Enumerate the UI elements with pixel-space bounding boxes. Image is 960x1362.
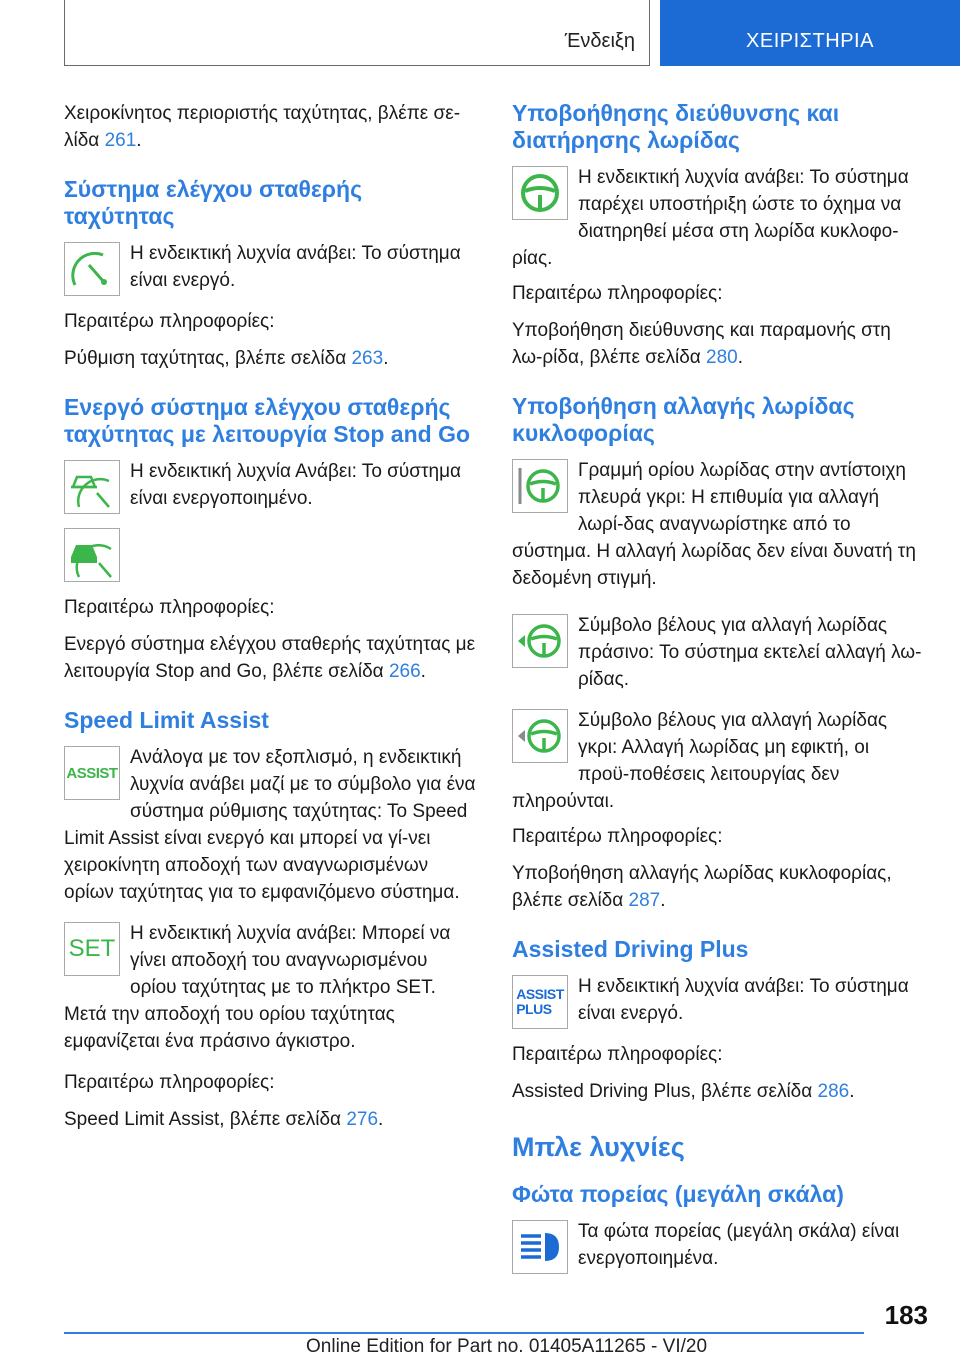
set-row — [64, 920, 476, 1055]
heading-cruise-control: Σύστημα ελέγχου σταθερής ταχύτητας — [64, 176, 363, 229]
more-info-label: Περαιτέρω πληροφορίες: — [512, 283, 723, 304]
stop-and-go-text: Η ενδεικτική λυχνία Ανάβει: Το σύστημα είναι ενεργοποιημένο. — [130, 461, 462, 509]
speed-limit-assist-row — [64, 744, 476, 906]
more-info-label: Περαιτέρω πληροφορίες: — [512, 1044, 723, 1065]
page-link-261[interactable]: 261 — [104, 130, 137, 151]
assisted-driving-plus-row — [512, 973, 924, 1033]
lane-change-text-3: Σύμβολο βέλους για αλλαγή λωρίδας γκρι: Αλλαγή λωρίδας μη εφικτή, οι προϋ-ποθέσεις λειτουργίας δεν πληρούνται. — [512, 710, 888, 812]
lane-change-row-3 — [512, 707, 924, 815]
more-info-label: Περαιτέρω πληροφορίες: — [64, 1072, 275, 1093]
cruise-control-row — [64, 240, 476, 300]
lane-keeping-row — [512, 164, 924, 272]
more-info-label: Περαιτέρω πληροφορίες: — [512, 826, 723, 847]
heading-blue-lamps: Μπλε λυχνίες — [512, 1132, 685, 1162]
page-link-286[interactable]: 286 — [817, 1081, 850, 1102]
section-tab-indicator[interactable] — [64, 0, 650, 66]
stop-and-go-ref: Ενεργό σύστημα ελέγχου σταθερής ταχύτητας με λειτουργία Stop and Go, βλέπε σελίδα 266. — [64, 634, 476, 682]
heading-stop-and-go: Ενεργό σύστημα ελέγχου σταθερής ταχύτητας με λειτουργία Stop and Go — [64, 394, 471, 447]
set-text: Η ενδεικτική λυχνία ανάβει: Μπορεί να γίνει αποδοχή του αναγνωρισμένου ορίου ταχύτητας με το πλήκτρο SET. Μετά την αποδοχή του ορίου ταχύτητας εμφανίζεται ένα πράσινο άγκιστρο. — [64, 923, 451, 1052]
high-beam-text: Τα φώτα πορείας (μεγάλη σκάλα) είναι ενεργοποιημένα. — [578, 1221, 900, 1269]
page-link-280[interactable]: 280 — [706, 347, 738, 368]
heading-speed-limit-assist: Speed Limit Assist — [64, 707, 269, 733]
heading-lane-change: Υποβοήθηση αλλαγής λωρίδας κυκλοφορίας — [512, 393, 855, 446]
lane-change-row-2 — [512, 612, 924, 693]
steering-wheel-green-icon — [512, 166, 568, 220]
page-link-276[interactable]: 276 — [346, 1109, 379, 1130]
cruise-control-text: Η ενδεικτική λυχνία ανάβει: Το σύστημα είναι ενεργό. — [130, 243, 461, 291]
more-info-label: Περαιτέρω πληροφορίες: — [64, 597, 275, 618]
page-link-287[interactable]: 287 — [628, 890, 661, 911]
lane-change-text-2: Σύμβολο βέλους για αλλαγή λωρίδας πράσινο: Το σύστημα εκτελεί αλλαγή λω-ρίδας. — [578, 615, 922, 690]
speed-limit-assist-text: Ανάλογα με τον εξοπλισμό, η ενδεικτική λυχνία ανάβει μαζί με το σύμβολο για ένα σύστημα ρύθμισης ταχύτητας: Το Speed Limit Assist είναι ενεργό και μπορεί να γί-νει χειροκίνητη αποδοχή των αναγνωρισμένων ορίων ταχύτητας για το εμφανιζόμενο σύστημα. — [64, 747, 476, 903]
high-beam-row — [512, 1218, 924, 1278]
footer-divider — [64, 1332, 864, 1334]
high-beam-icon — [512, 1220, 568, 1274]
lane-keeping-ref: Υποβοήθηση διεύθυνσης και παραμονής στη λω-ρίδα, βλέπε σελίδα 280. — [512, 320, 891, 368]
speed-limit-assist-ref: Speed Limit Assist, βλέπε σελίδα 276. — [64, 1109, 384, 1130]
stop-and-go-row-2 — [64, 526, 476, 586]
assist-plus-badge-icon: ASSIST PLUS — [512, 975, 568, 1029]
intro-paragraph: Χειροκίνητος περιοριστής ταχύτητας, βλέπε σε-λίδα 261. — [64, 103, 461, 151]
lane-change-text-1: Γραμμή ορίου λωρίδας στην αντίστοιχη πλευρά γκρι: Η επιθυμία για αλλαγή λωρί-δας αναγνωρίστηκε από το σύστημα. Η αλλαγή λωρίδας δεν είναι δυνατή τη δεδομένη στιγμή. — [512, 460, 916, 589]
heading-assisted-driving-plus: Assisted Driving Plus — [512, 936, 749, 962]
set-badge-icon: SET — [64, 922, 120, 976]
left-column — [64, 100, 476, 1143]
heading-lane-keeping: Υποβοήθησης διεύθυνσης και διατήρησης λωρίδας — [512, 100, 840, 153]
assisted-driving-plus-ref: Assisted Driving Plus, βλέπε σελίδα 286. — [512, 1081, 855, 1102]
more-info-label: Περαιτέρω πληροφορίες: — [64, 311, 275, 332]
chapter-tab-label: ΧΕΙΡΙΣΤΗΡΙΑ — [746, 30, 874, 52]
cruise-control-ref: Ρύθμιση ταχύτητας, βλέπε σελίδα 263. — [64, 348, 389, 369]
assisted-driving-plus-text: Η ενδεικτική λυχνία ανάβει: Το σύστημα είναι ενεργό. — [578, 976, 909, 1024]
heading-high-beam: Φώτα πορείας (μεγάλη σκάλα) — [512, 1181, 844, 1207]
steering-wheel-green-arrow-icon — [512, 614, 568, 668]
car-speedometer-outline-icon — [64, 460, 120, 514]
steering-wheel-grey-arrow-icon — [512, 709, 568, 763]
lane-change-ref: Υποβοήθηση αλλαγής λωρίδας κυκλοφορίας, βλέπε σελίδα 287. — [512, 863, 892, 911]
car-speedometer-filled-icon — [64, 528, 120, 582]
lane-keeping-text: Η ενδεικτική λυχνία ανάβει: Το σύστημα παρέχει υποστήριξη ώστε το όχημα να διατηρηθεί μέσα στη λωρίδα κυκλοφο-ρίας. — [512, 167, 909, 269]
page-number: 183 — [884, 1300, 928, 1330]
page-link-266[interactable]: 266 — [388, 661, 421, 682]
page-link-263[interactable]: 263 — [351, 348, 384, 369]
assist-badge-icon: ASSIST — [64, 746, 120, 800]
chapter-tab-controls[interactable] — [660, 0, 960, 66]
steering-wheel-grey-line-icon — [512, 459, 568, 513]
lane-change-row-1 — [512, 457, 924, 592]
page-header — [0, 0, 960, 66]
right-column — [512, 100, 924, 1286]
section-tab-label: Ένδειξη — [564, 30, 635, 52]
speedometer-green-icon — [64, 242, 120, 296]
edition-footer: Online Edition for Part no. 01405A11265 - VI/20 — [306, 1336, 708, 1357]
stop-and-go-row — [64, 458, 476, 518]
